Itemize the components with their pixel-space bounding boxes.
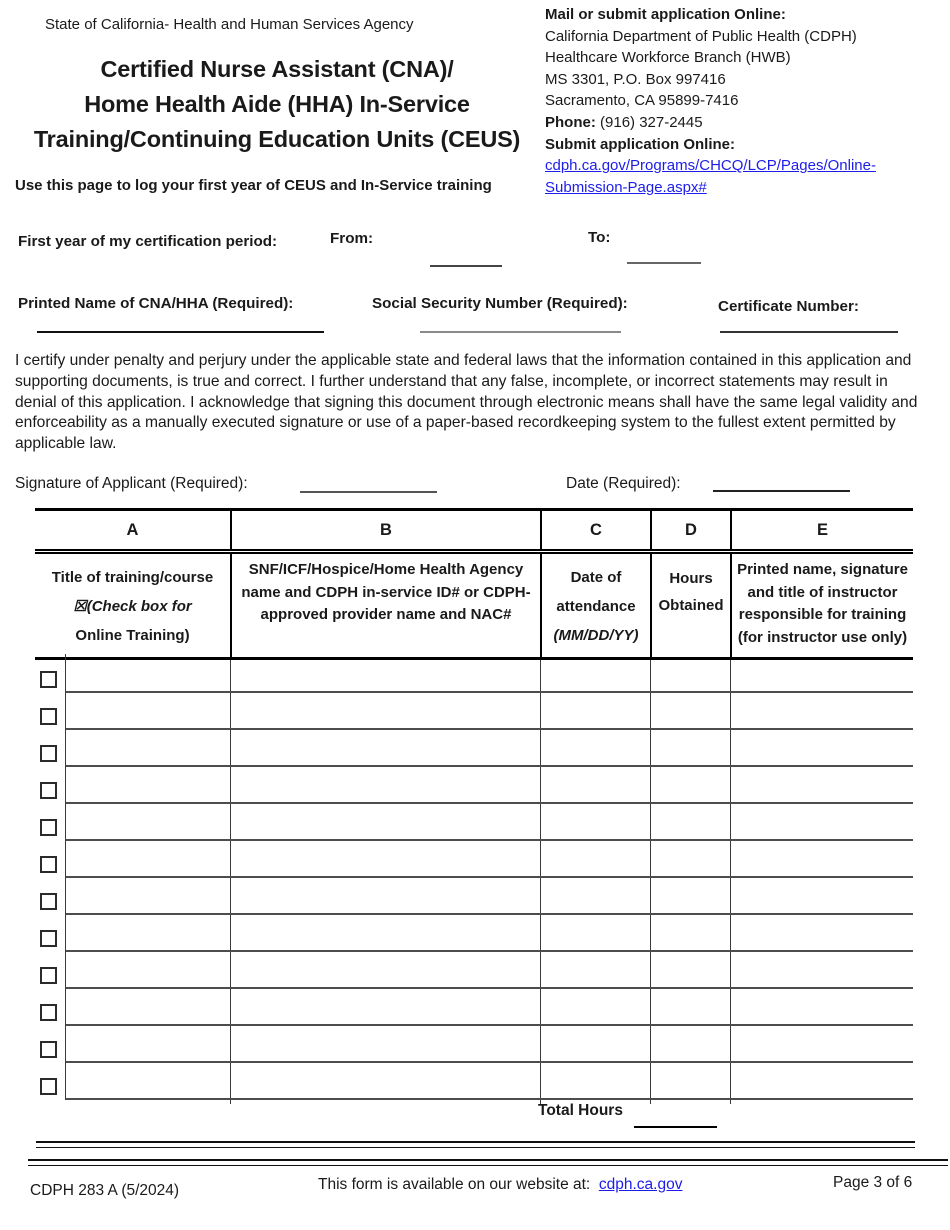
row-writing-line	[65, 654, 913, 693]
contact-branch: Healthcare Workforce Branch (HWB)	[545, 49, 791, 67]
column-letter-e: E	[730, 511, 913, 549]
online-training-checkbox[interactable]	[40, 782, 57, 799]
page-number: Page 3 of 6	[833, 1174, 913, 1191]
title-line-3: Training/Continuing Education Units (CEUS)	[33, 126, 521, 152]
online-training-checkbox[interactable]	[40, 856, 57, 873]
row-writing-line	[65, 950, 913, 989]
training-log-table	[35, 508, 913, 1104]
submit-online-label: Submit application Online:	[545, 135, 736, 153]
online-training-checkbox[interactable]	[40, 1004, 57, 1021]
footer-availability	[318, 1176, 682, 1194]
mail-label: Mail or submit application Online:	[545, 6, 786, 23]
form-number: CDPH 283 A (5/2024)	[30, 1182, 180, 1199]
contact-block	[545, 4, 937, 198]
title-line-2: Home Health Aide (HHA) In-Service	[84, 91, 470, 117]
divider-rule-bottom	[28, 1159, 948, 1166]
to-date-field[interactable]	[627, 244, 701, 264]
row-writing-line	[65, 765, 913, 804]
date-label: Date (Required):	[566, 475, 681, 492]
contact-city: Sacramento, CA 95899-7416	[545, 92, 739, 110]
column-letter-c: C	[540, 511, 650, 549]
period-label: First year of my certification period:	[18, 233, 278, 250]
phone-label: Phone:	[545, 113, 596, 131]
signature-field[interactable]	[300, 473, 437, 493]
online-training-checkbox[interactable]	[40, 708, 57, 725]
col-c-line1: Date of attendance	[556, 569, 636, 615]
online-training-checkbox[interactable]	[40, 1041, 57, 1058]
certificate-number-label: Certificate Number:	[718, 298, 859, 315]
col-b-header: SNF/ICF/Hospice/Home Health Agency name and CDPH in-service ID# or CDPH-approved provider name and NAC#	[230, 554, 540, 657]
column-letter-d: D	[650, 511, 730, 549]
row-writing-line	[65, 987, 913, 1026]
col-a-line3: Online Training)	[75, 627, 190, 644]
certificate-number-field[interactable]	[720, 313, 898, 333]
contact-pobox: MS 3301, P.O. Box 997416	[545, 70, 726, 88]
col-a-line2: ☒(Check box for	[73, 598, 192, 615]
col-e-header: Printed name, signature and title of instructor responsible for training (for instructor use only)	[730, 554, 913, 657]
col-a-header	[35, 554, 230, 657]
col-a-line1: Title of training/course	[51, 569, 214, 586]
column-header-row	[35, 554, 913, 660]
certification-statement: I certify under penalty and perjury under the applicable state and federal laws that the information contained in this application and supporting documents, is true and correct. I further understand that any false, incomplete, or incorrect statements may result in denial of this application. I acknowledge that signing this document through electronic means shall have the same legal validity and enforceability as a manually executed signature or use of a paper-based recordkeeping system to the fullest extent permitted by applicable law.	[15, 352, 918, 453]
cdph-website-link[interactable]: cdph.ca.gov	[598, 1176, 683, 1193]
tagline: Use this page to log your first year of CEUS and In-Service training	[15, 177, 492, 194]
online-training-checkbox[interactable]	[40, 1078, 57, 1095]
contact-phone-line	[545, 112, 937, 134]
row-writing-line	[65, 1061, 913, 1100]
ssn-label: Social Security Number (Required):	[372, 295, 628, 312]
signature-label: Signature of Applicant (Required):	[15, 475, 248, 492]
online-training-checkbox[interactable]	[40, 671, 57, 688]
divider-rule-top	[36, 1141, 915, 1148]
printed-name-label: Printed Name of CNA/HHA (Required):	[18, 295, 294, 312]
column-letter-a: A	[126, 521, 139, 539]
ssn-field[interactable]	[420, 313, 621, 333]
contact-dept: California Department of Public Health (CDPH)	[545, 27, 857, 45]
online-training-checkbox[interactable]	[40, 893, 57, 910]
table-body	[35, 660, 913, 1104]
col-d-header: Hours Obtained	[650, 554, 730, 657]
availability-text: This form is available on our website at:	[318, 1176, 591, 1193]
row-writing-line	[65, 1024, 913, 1063]
phone-number: (916) 327-2445	[595, 113, 703, 131]
row-writing-line	[65, 839, 913, 878]
column-letter-row	[35, 508, 913, 554]
total-hours-field[interactable]	[634, 1108, 717, 1128]
col-c-line2: (MM/DD/YY)	[553, 627, 639, 644]
online-training-checkbox[interactable]	[40, 967, 57, 984]
col-c-header	[540, 554, 650, 657]
table-row	[35, 1067, 913, 1104]
date-field[interactable]	[713, 472, 850, 492]
total-hours-label: Total Hours	[538, 1102, 623, 1119]
row-writing-line	[65, 876, 913, 915]
online-training-checkbox[interactable]	[40, 930, 57, 947]
online-training-checkbox[interactable]	[40, 745, 57, 762]
row-writing-line	[65, 802, 913, 841]
row-writing-line	[65, 691, 913, 730]
page-title	[8, 52, 546, 157]
printed-name-field[interactable]	[37, 313, 324, 333]
to-label: To:	[588, 229, 611, 246]
row-writing-line	[65, 913, 913, 952]
title-line-1: Certified Nurse Assistant (CNA)/	[100, 56, 454, 82]
online-training-checkbox[interactable]	[40, 819, 57, 836]
column-letter-b: B	[230, 511, 540, 549]
from-date-field[interactable]	[430, 247, 502, 267]
from-label: From:	[330, 230, 374, 247]
row-writing-line	[65, 728, 913, 767]
online-submission-link[interactable]: cdph.ca.gov/Programs/CHCQ/LCP/Pages/Online-Submission-Page.aspx#	[545, 157, 876, 196]
agency-line: State of California- Health and Human Services Agency	[45, 16, 414, 33]
